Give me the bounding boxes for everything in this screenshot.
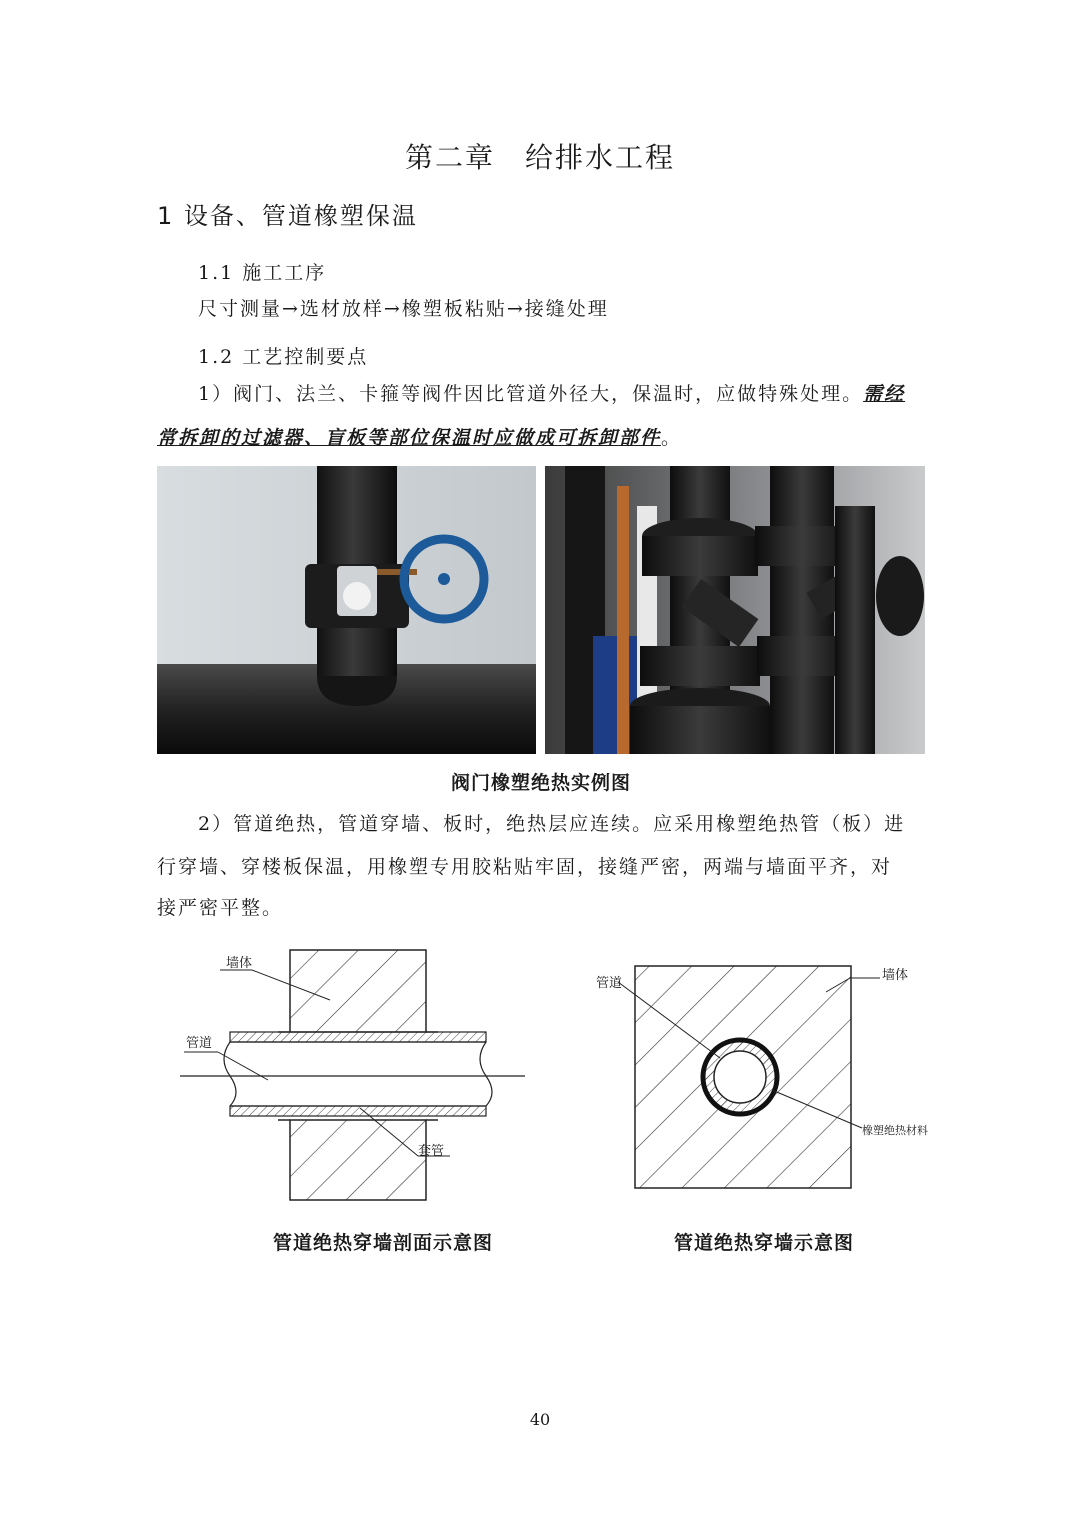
wall-label-front: 墙体 <box>882 968 909 983</box>
wall-crossing-front-diagram <box>590 940 950 1220</box>
paragraph-1-emphasis: 常拆卸的过滤器、盲板等部位保温时应做成可拆卸部件 <box>157 427 662 449</box>
page-number: 40 <box>529 1410 551 1429</box>
section-title: 1 设备、管道橡塑保温 <box>157 202 418 230</box>
insulation-label: 橡塑绝热材料 <box>862 1124 928 1137</box>
paragraph-1-text: 1）阀门、法兰、卡箍等阀件因比管道外径大，保温时，应做特殊处理。 <box>198 383 864 405</box>
subsection-1-1-heading: 1.1 施工工序 <box>198 262 327 284</box>
paragraph-2-line-3: 接严密平整。 <box>157 897 284 919</box>
chapter-title: 第二章 给排水工程 <box>404 141 675 174</box>
paragraph-1-end: 。 <box>661 427 683 449</box>
paragraph-2-line-2: 行穿墙、穿楼板保温，用橡塑专用胶粘贴牢固，接缝严密，两端与墙面平齐，对 <box>157 856 893 878</box>
paragraph-1-line-2 <box>157 423 682 450</box>
paragraph-1-line-1 <box>198 379 905 406</box>
process-flow: 尺寸测量→选材放样→橡塑板粘贴→接缝处理 <box>198 298 609 320</box>
paragraph-2-line-1: 2）管道绝热，管道穿墙、板时，绝热层应连续。应采用橡塑绝热管（板）进 <box>198 813 906 835</box>
front-diagram-caption: 管道绝热穿墙示意图 <box>673 1232 854 1254</box>
valve-insulation-photo-left <box>157 466 536 754</box>
wall-label: 墙体 <box>226 956 253 971</box>
pipe-label: 管道 <box>186 1036 213 1051</box>
wall-crossing-section-diagram <box>170 940 530 1220</box>
sleeve-label: 套管 <box>418 1144 445 1159</box>
pipe-label-front: 管道 <box>596 976 623 991</box>
section-diagram-caption: 管道绝热穿墙剖面示意图 <box>272 1232 493 1254</box>
paragraph-1-emphasis-start: 需经 <box>863 383 906 405</box>
strainer-insulation-photo-right <box>545 466 925 754</box>
photo-caption: 阀门橡塑绝热实例图 <box>450 772 631 794</box>
subsection-1-2-heading: 1.2 工艺控制要点 <box>198 346 369 368</box>
